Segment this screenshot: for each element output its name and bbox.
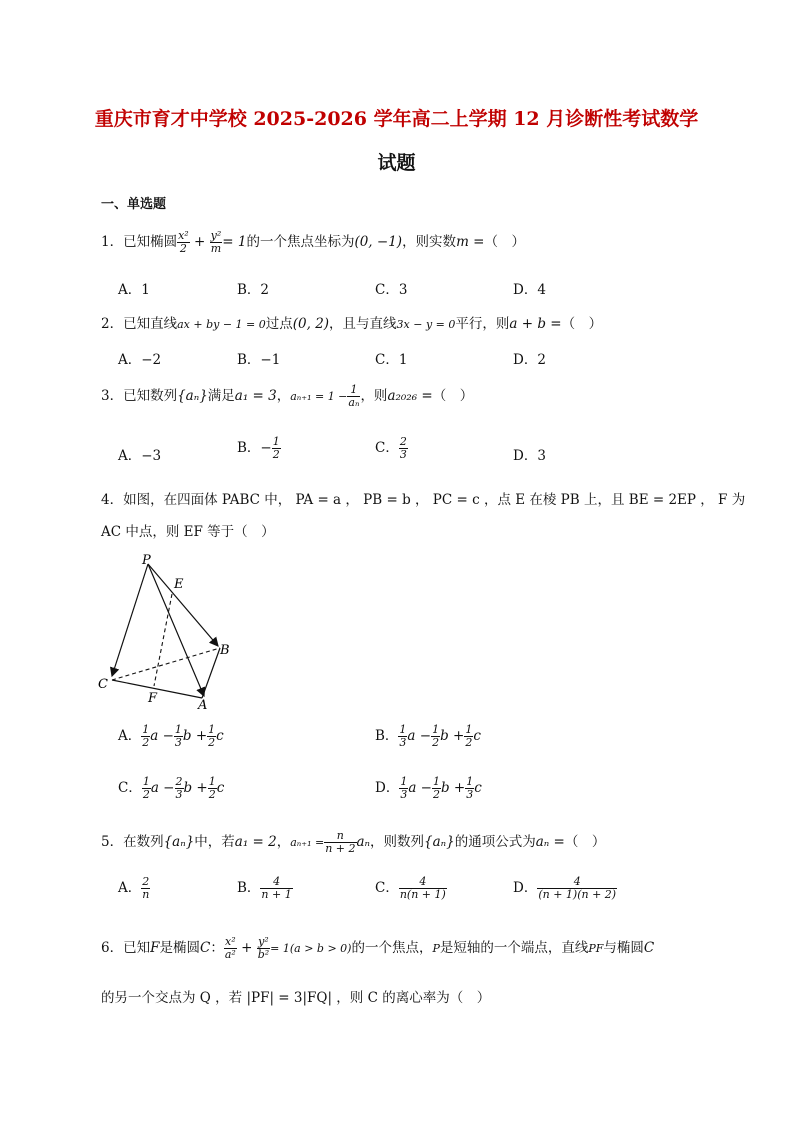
label-e: E <box>174 577 184 592</box>
option-a[interactable]: A．−2 <box>118 352 162 368</box>
label-a: A <box>198 698 208 712</box>
tetrahedron-figure <box>92 552 252 712</box>
exam-title-continued: 试题 <box>377 152 416 174</box>
fraction: $\frac{\text{x²}}{2}$ <box>178 229 189 255</box>
option-c[interactable]: C． $\frac{4}{n(n + 1)}$ <box>375 875 446 901</box>
question-4-line-2: AC 中点，则 EF 等于（ ） <box>101 524 275 540</box>
label-p: P <box>142 553 151 568</box>
option-c[interactable]: C． $\frac{1}{2}$ a − $\frac{2}{3}$ b + $\frac{1}{2}$ c <box>118 775 225 801</box>
question-2: 2．已知直线ax + by − 1 = 0过点(0, 2)，且与直线3x − y = 0平行，则a + b =（ ） <box>101 316 603 332</box>
option-c[interactable]: C．3 <box>375 282 408 298</box>
segment-ef-dashed <box>154 594 172 686</box>
edge-ab <box>202 648 220 698</box>
option-b[interactable]: B． $\frac{1}{3}$ a − $\frac{1}{2}$ b + $\frac{1}{2}$ c <box>375 723 481 749</box>
edge-cb-dashed <box>112 648 220 680</box>
option-a[interactable]: A．1 <box>118 282 150 298</box>
option-b[interactable]: B．− $\frac{1}{2}$ <box>237 435 280 461</box>
label-c: C <box>98 677 108 692</box>
question-6-line-1: 6．已知F是椭圆C： $\frac{\text{x²}}{\text{a²}}$ + $\frac{\text{y²}}{\text{b²}}$ = 1(a > b > 0)的一个焦点，P是短轴的一个端点，直线PF与椭圆C <box>101 935 655 961</box>
question-1: 1．已知椭圆 $\frac{\text{x²}}{2}$ + $\frac{\text{y²}}{m}$ = 1的一个焦点坐标为(0, −1)，则实数m =（ ） <box>101 229 525 255</box>
option-d[interactable]: D．4 <box>513 282 546 298</box>
fraction: $\frac{1}{\text{aₙ}}$ <box>348 383 360 409</box>
question-3: 3．已知数列{aₙ}满足a₁ = 3，aₙ₊₁ = 1 − $\frac{1}{\text{aₙ}}$ ，则a₂₀₂₆ =（ ） <box>101 383 474 409</box>
option-d[interactable]: D．2 <box>513 352 546 368</box>
section-heading: 一、单选题 <box>101 197 167 212</box>
option-d[interactable]: D．3 <box>513 448 546 464</box>
question-4-line-1: 4．如图，在四面体 PABC 中， PA = a ， PB = b ， PC = c ，点 E 在棱 PB 上，且 BE = 2EP ， F 为 <box>101 492 746 508</box>
edge-pc <box>112 564 148 676</box>
label-f: F <box>148 691 158 706</box>
option-d[interactable]: D． $\frac{1}{3}$ a − $\frac{1}{2}$ b + $\frac{1}{3}$ c <box>375 775 482 801</box>
option-a[interactable]: A． $\frac{2}{n}$ <box>118 875 150 901</box>
question-5: 5．在数列{aₙ}中，若a₁ = 2，aₙ₊₁ = $\frac{n}{n + 2}$ aₙ，则数列{aₙ}的通项公式为aₙ =（ ） <box>101 829 606 855</box>
option-d[interactable]: D． $\frac{4}{(n + 1)(n + 2)}$ <box>513 875 617 901</box>
option-c[interactable]: C． $\frac{2}{3}$ <box>375 435 407 461</box>
option-b[interactable]: B． $\frac{4}{n + 1}$ <box>237 875 292 901</box>
exam-title: 重庆市育才中学校 2025-2026 学年高二上学期 12 月诊断性考试数学 <box>94 108 699 130</box>
option-b[interactable]: B．−1 <box>237 352 281 368</box>
fraction: $\frac{\text{y²}}{m}$ <box>210 229 222 255</box>
option-a[interactable]: A．−3 <box>118 448 162 464</box>
option-c[interactable]: C．1 <box>375 352 408 368</box>
option-a[interactable]: A． $\frac{1}{2}$ a − $\frac{1}{3}$ b + $\frac{1}{2}$ c <box>118 723 224 749</box>
option-b[interactable]: B．2 <box>237 282 270 298</box>
label-b: B <box>220 643 230 658</box>
question-6-line-2: 的另一个交点为 Q ，若 |PF| = 3|FQ| ，则 C 的离心率为（ ） <box>101 990 491 1006</box>
